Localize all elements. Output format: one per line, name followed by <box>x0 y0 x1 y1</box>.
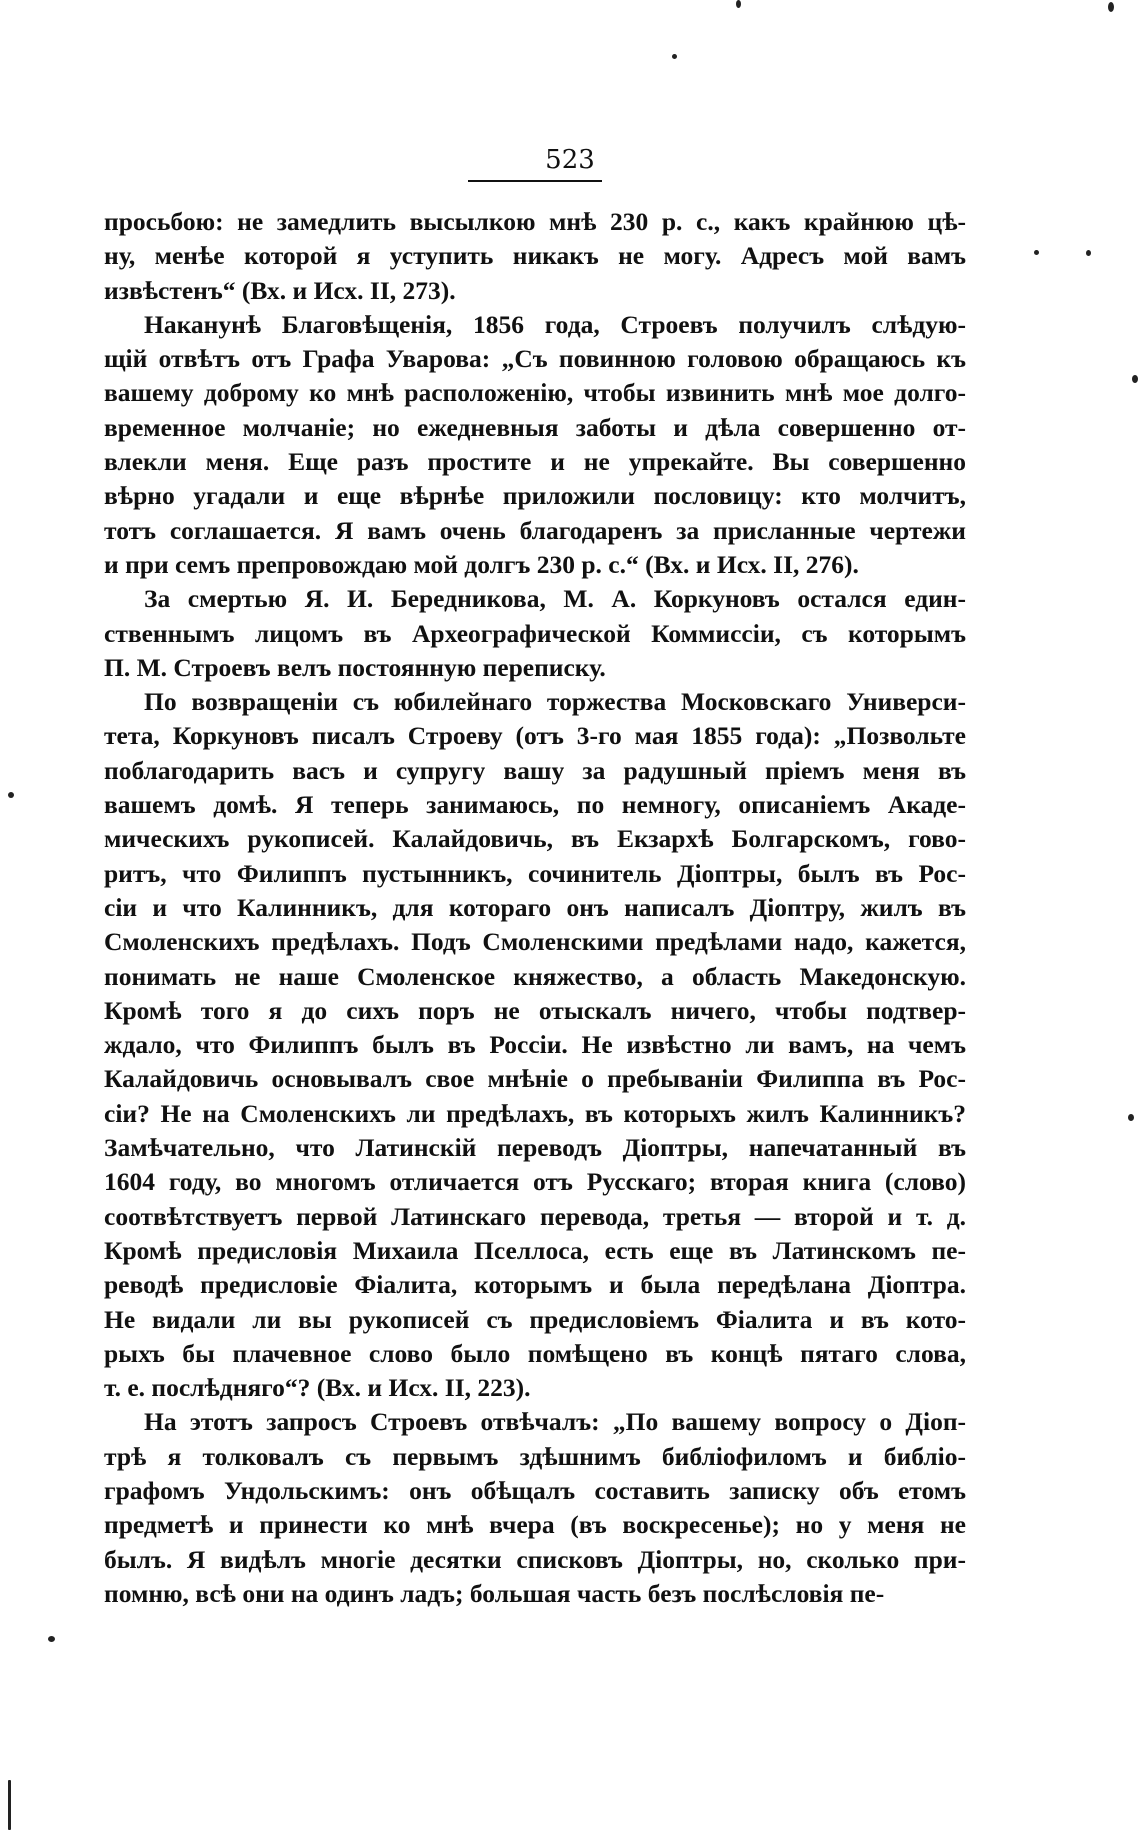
body-text <box>104 205 966 1611</box>
text-line: Калайдовичь основывалъ свое мнѣніе о пребываніи Филиппа въ Рос- <box>104 1064 966 1094</box>
text-line: Не видали ли вы рукописей съ предисловіемъ Фіалита и въ кото- <box>104 1304 966 1334</box>
text-line: тета, Коркуновъ писалъ Строеву (отъ 3-го мая 1855 года): „Позвольте <box>104 721 966 751</box>
text-line: сіи? Не на Смоленскихъ ли предѣлахъ, въ которыхъ жилъ Калинникъ? <box>104 1098 966 1128</box>
text-line: рыхъ бы плачевное слово было помѣщено въ концѣ пятаго слова, <box>104 1338 966 1368</box>
text-line: мическихъ рукописей. Калайдовичь, въ Екзархѣ Болгарскомъ, гово- <box>104 824 966 854</box>
text-line: щій отвѣтъ отъ Графа Уварова: „Съ повинною головою обращаюсь къ <box>104 344 966 374</box>
text-line: сіи и что Калинникъ, для котораго онъ написалъ Діоптру, жилъ въ <box>104 892 966 922</box>
text-line: Кромѣ предисловія Михаила Пселлоса, есть еще въ Латинскомъ пе- <box>104 1235 966 1265</box>
text-line: графомъ Ундольскимъ: онъ обѣщалъ составить записку объ етомъ <box>104 1475 966 1505</box>
text-line: соотвѣтствуетъ первой Латинскаго перевода, третья — второй и т. д. <box>104 1201 966 1231</box>
text-line: Смоленскихъ предѣлахъ. Подъ Смоленскими предѣлами надо, кажется, <box>104 927 966 957</box>
page-number-rule <box>468 180 602 182</box>
text-line: предметѣ и принести ко мнѣ вчера (въ воскресенье); но у меня не <box>104 1510 966 1540</box>
text-line: По возвращеніи съ юбилейнаго торжества Московскаго Универси- <box>144 687 966 717</box>
text-line: ственнымъ лицомъ въ Археографической Коммиссіи, съ которымъ <box>104 618 966 648</box>
text-line: понимать не наше Смоленское княжество, а область Македонскую. <box>104 961 966 991</box>
text-line: т. е. послѣдняго“? (Вх. и Исх. II, 223). <box>104 1373 531 1403</box>
text-line: и при семъ препровождаю мой долгъ 230 р. с.“ (Вх. и Исх. II, 276). <box>104 549 859 579</box>
text-line: вѣрно угадали и еще вѣрнѣе приложили пословицу: кто молчитъ, <box>104 481 966 511</box>
scan-speck <box>1128 1114 1134 1121</box>
text-line: Замѣчательно, что Латинскій переводъ Діоптры, напечатанный въ <box>104 1133 966 1163</box>
text-line: тотъ соглашается. Я вамъ очень благодаренъ за присланные чертежи <box>104 515 966 545</box>
text-line: 1604 году, во многомъ отличается отъ Русскаго; вторая книга (слово) <box>104 1167 966 1197</box>
scan-speck <box>48 1636 55 1642</box>
scan-speck <box>1086 250 1091 256</box>
scan-speck <box>672 54 677 59</box>
text-line: вашемъ домѣ. Я теперь занимаюсь, по немногу, описаніемъ Акаде- <box>104 790 966 820</box>
text-line: На этотъ запросъ Строевъ отвѣчалъ: „По вашему вопросу о Діоп- <box>144 1407 966 1437</box>
scan-speck <box>8 1780 11 1830</box>
text-line: влекли меня. Еще разъ простите и не упрекайте. Вы совершенно <box>104 447 966 477</box>
scan-speck <box>1132 375 1138 383</box>
scan-speck <box>1108 2 1114 12</box>
page-number: 523 <box>545 145 595 175</box>
text-line: За смертью Я. И. Бередникова, М. А. Коркуновъ остался един- <box>144 584 966 614</box>
text-line: Кромѣ того я до сихъ поръ не отыскалъ ничего, чтобы подтвер- <box>104 995 966 1025</box>
text-line: Наканунѣ Благовѣщенія, 1856 года, Строевъ получилъ слѣдую- <box>144 309 966 339</box>
text-line: ну, менѣе которой я уступить никакъ не могу. Адресъ мой вамъ <box>104 241 966 271</box>
text-line: былъ. Я видѣлъ многіе десятки списковъ Діоптры, но, сколько при- <box>104 1544 966 1574</box>
text-line: извѣстенъ“ (Вх. и Исх. II, 273). <box>104 275 456 305</box>
text-line: реводѣ предисловіе Фіалита, которымъ и была передѣлана Діоптра. <box>104 1270 966 1300</box>
scan-speck <box>8 792 14 798</box>
text-line: временное молчаніе; но ежедневныя заботы и дѣла совершенно от- <box>104 412 966 442</box>
text-line: просьбою: не замедлить высылкою мнѣ 230 р. с., какъ крайнюю цѣ- <box>104 207 966 236</box>
scan-speck <box>1034 250 1039 255</box>
text-line: трѣ я толковалъ съ первымъ здѣшнимъ библіофиломъ и библіо- <box>104 1441 966 1471</box>
text-line: П. М. Строевъ велъ постоянную переписку. <box>104 652 606 682</box>
text-line: поблагодарить васъ и супругу вашу за радушный пріемъ меня въ <box>104 755 966 785</box>
text-line: вашему доброму ко мнѣ расположенію, чтобы извинить мнѣ мое долго- <box>104 378 966 408</box>
text-line: помню, всѣ они на одинъ ладъ; большая часть безъ послѣсловія пе- <box>104 1578 885 1608</box>
text-line: ждало, что Филиппъ былъ въ Россіи. Не извѣстно ли вамъ, на чемъ <box>104 1030 966 1060</box>
text-line: ритъ, что Филиппъ пустынникъ, сочинитель Діоптры, былъ въ Рос- <box>104 858 966 888</box>
scan-speck <box>736 0 741 8</box>
